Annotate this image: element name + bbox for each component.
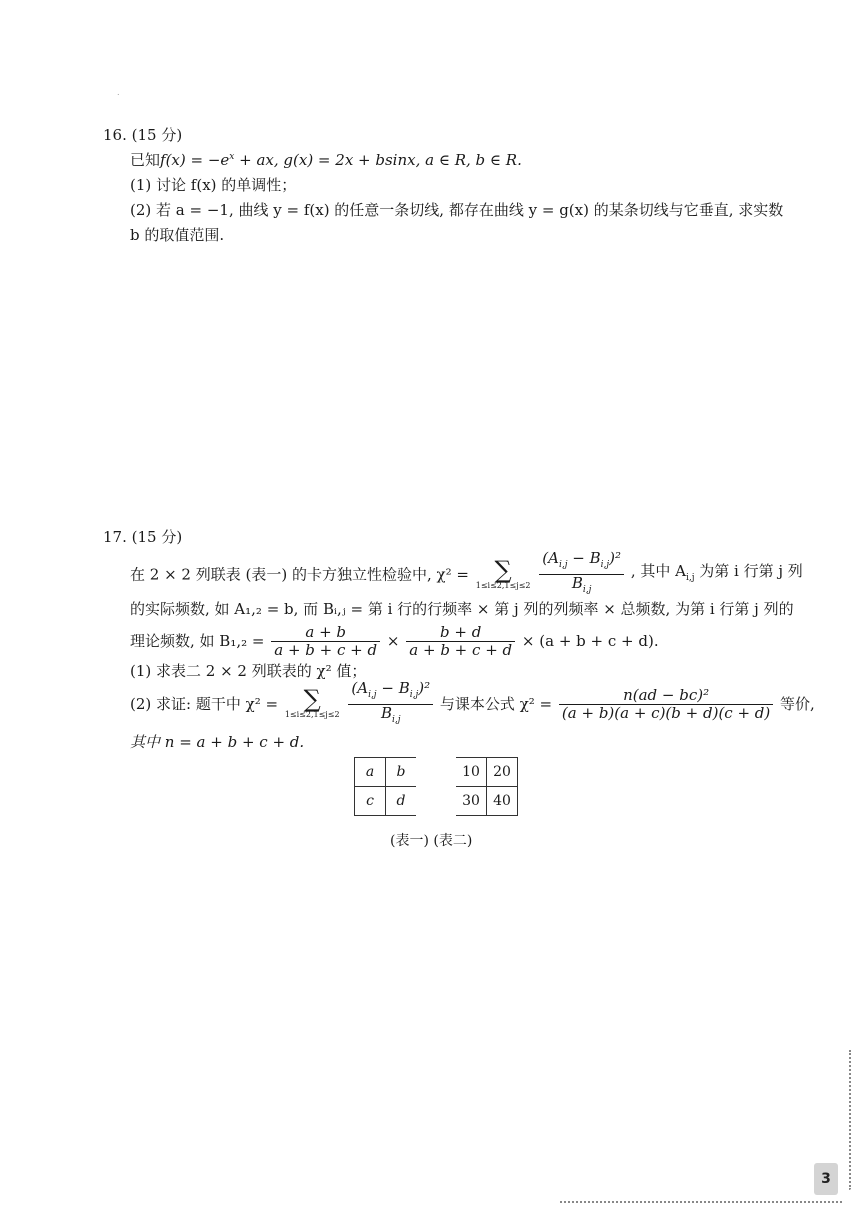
q17-l3-end: × (a + b + c + d). [521, 632, 659, 650]
q17-part1: (1) 求表二 2 × 2 列联表的 χ² 值； [130, 662, 367, 680]
b12-fraction-1: $\frac{a + b}{a + b + c + d}$ [271, 624, 380, 659]
q17-line1: 在 2 × 2 列联表 (表一) 的卡方独立性检验中, χ² = ∑ 1≤i≤2,1≤j≤2 $\frac{(A_{i,j} - B_{i,j})^2}{B_{i,j}}$ , 其中 $A_{i,j}$ 为第 i 行第 j 列 [130, 546, 803, 603]
chi-frac-den: $B_{i,j}$ [539, 574, 624, 599]
table2-row [456, 787, 518, 816]
stray-mark: . [117, 88, 120, 97]
page-number: 3 [814, 1163, 838, 1195]
q17-part2 [130, 678, 815, 729]
sum-subscript-2: 1≤i≤2,1≤j≤2 [284, 710, 340, 719]
q17-p2-end: 等价, [780, 695, 815, 713]
q16-given-sup: x [229, 152, 235, 162]
sum-symbol [475, 555, 531, 591]
table2-cell: 20 [487, 758, 518, 787]
table1-row [355, 758, 417, 787]
chi-fraction-2: $\frac{(A_{i,j} - B_{i,j})^2}{B_{i,j}}$ [348, 680, 433, 729]
q17-p2-pre: (2) 求证: 题干中 χ² = [130, 695, 279, 713]
table1-row [355, 787, 417, 816]
table2-cell: 30 [456, 787, 487, 816]
q16-part2-line1: (2) 若 a = −1, 曲线 y = f(x) 的任意一条切线, 都存在曲线 y = g(x) 的某条切线与它垂直, 求实数 [130, 201, 784, 219]
table1-cell: a [355, 758, 386, 787]
q16-given-rest: + ax, g(x) = 2x + bsinx, a ∈ R, b ∈ R. [234, 151, 522, 169]
q17-line2: 的实际频数, 如 A₁,₂ = b, 而 Bᵢ,ⱼ = 第 i 行的行频率 × 第 j 列的列频率 × 总频数, 为第 i 行第 j 列的 [130, 600, 794, 618]
q16-given [130, 149, 522, 170]
b12-fraction-2: $\frac{b + d}{a + b + c + d}$ [406, 624, 515, 659]
q17-p2-mid: 与课本公式 χ² = [439, 695, 553, 713]
q17-l1-pre: 在 2 × 2 列联表 (表一) 的卡方独立性检验中, χ² = [130, 565, 469, 584]
textbook-formula: $\frac{\text{n(ad − bc)²}}{(a + b)(a + c)(b + d)(c + d)}$ [559, 687, 773, 722]
q17-l3-pre: 理论频数, 如 B₁,₂ = [130, 632, 265, 650]
sum-subscript: 1≤i≤2,1≤j≤2 [475, 580, 531, 590]
q16-part2-line2: b 的取值范围. [130, 226, 225, 244]
table1-cell: d [386, 787, 417, 816]
page-bottom-dotted-border [560, 1201, 842, 1203]
times-sign: × [386, 632, 400, 650]
q16-number: 16. (15 分) [103, 126, 183, 144]
sigma-glyph-2: ∑ [303, 685, 321, 713]
contingency-table-2 [456, 757, 518, 816]
table2-cell: 10 [456, 758, 487, 787]
q17-l1-post-end: 为第 i 行第 j 列 [694, 562, 803, 580]
table1-cell: b [386, 758, 417, 787]
q17-number: 17. (15 分) [103, 528, 183, 546]
chi-frac-num: $(A_{i,j} - B_{i,j})^2$ [542, 549, 622, 570]
page-corner-dotted-border [849, 1050, 851, 1190]
table2-row [456, 758, 518, 787]
q16-given-math: f(x) = −e [160, 151, 230, 169]
tables-caption: (表一) (表二) [390, 833, 473, 849]
q17-part2-line2: 其中 n = a + b + c + d. [130, 733, 305, 751]
q16-part1: (1) 讨论 f(x) 的单调性； [130, 176, 297, 194]
sum-symbol-2 [284, 685, 340, 720]
q17-l1-post: , 其中 A [630, 562, 686, 580]
table2-cell: 40 [487, 787, 518, 816]
chi-fraction [539, 550, 624, 599]
q17-line3 [130, 620, 659, 661]
contingency-table-1 [354, 757, 416, 816]
table1-cell: c [355, 787, 386, 816]
q16-given-pre: 已知 [130, 151, 161, 169]
sigma-glyph: ∑ [494, 555, 512, 584]
